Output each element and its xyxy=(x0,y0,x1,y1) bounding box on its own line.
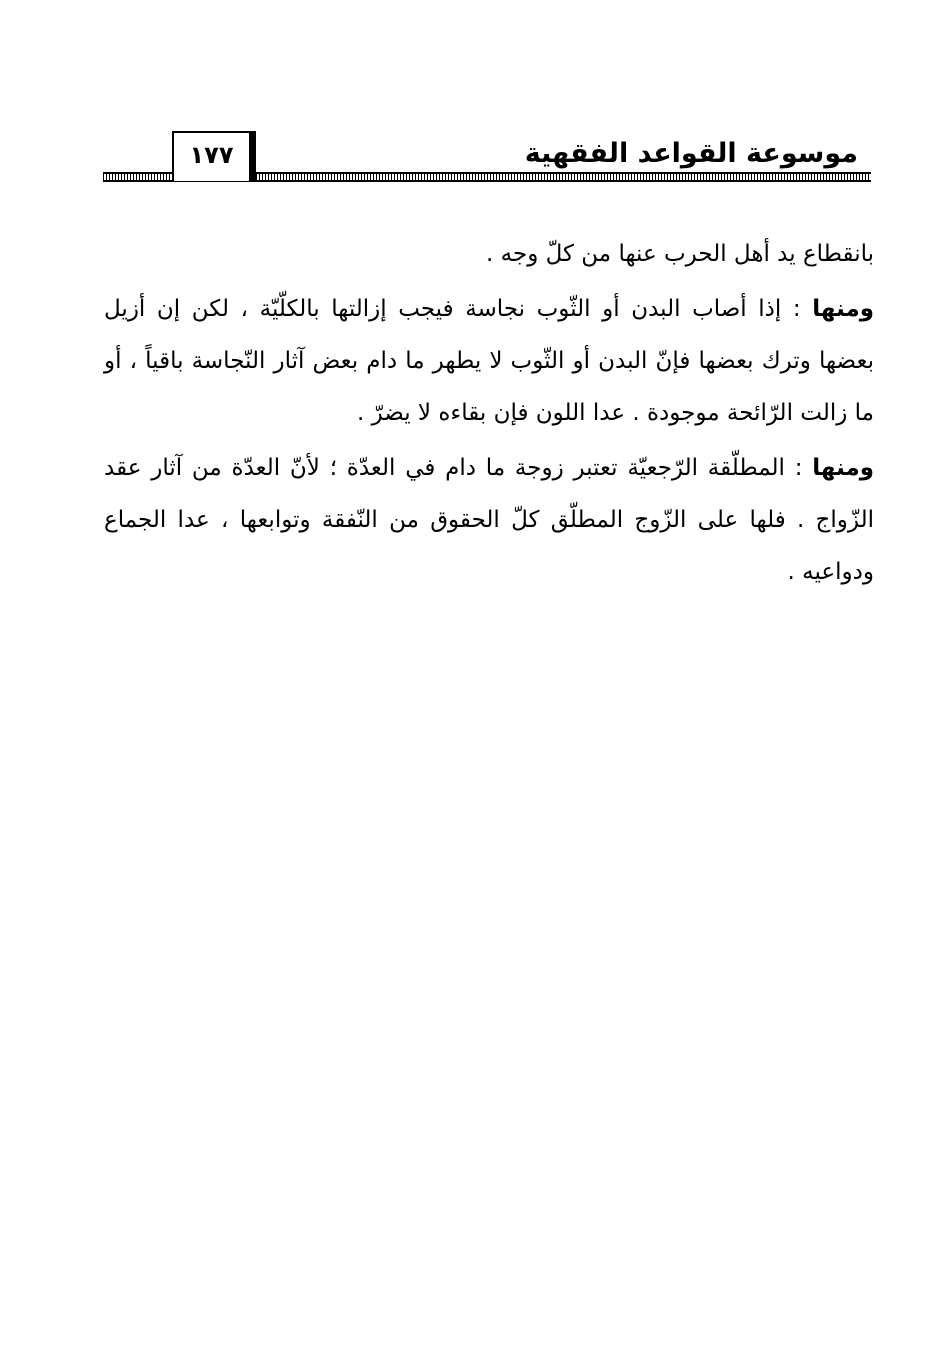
paragraph-text: : إذا أصاب البدن أو الثّوب نجاسة فيجب إزالتها بالكلّيّة ، لكن إن أزيل بعضها وترك بعضها فإنّ البدن أو الثّوب لا يطهر ما دام بعض آثار النّجاسة باقياً ، أو ما زالت الرّائحة موجودة . عدا اللون فإن بقاءه لا يضرّ . xyxy=(104,296,874,426)
paragraph-text: بانقطاع يد أهل الحرب عنها من كلّ وجه . xyxy=(486,241,874,267)
page-number: ١٧٧ xyxy=(172,131,256,181)
paragraph-impurity xyxy=(104,283,874,439)
running-title: موسوعة القواعد الفقهية xyxy=(524,138,858,169)
paragraph-divorce xyxy=(104,442,874,598)
paragraph-text: : المطلّقة الرّجعيّة تعتبر زوجة ما دام في العدّة ؛ لأنّ العدّة من آثار عقد الزّواج . فلها على الزّوج المطلّق كلّ الحقوق من النّفقة وتوابعها ، عدا الجماع ودواعيه . xyxy=(104,455,874,585)
body-text xyxy=(104,228,874,598)
paragraph-continuation xyxy=(104,228,874,280)
paragraph-lead: ومنها xyxy=(812,455,874,481)
paragraph-lead: ومنها xyxy=(812,296,874,322)
